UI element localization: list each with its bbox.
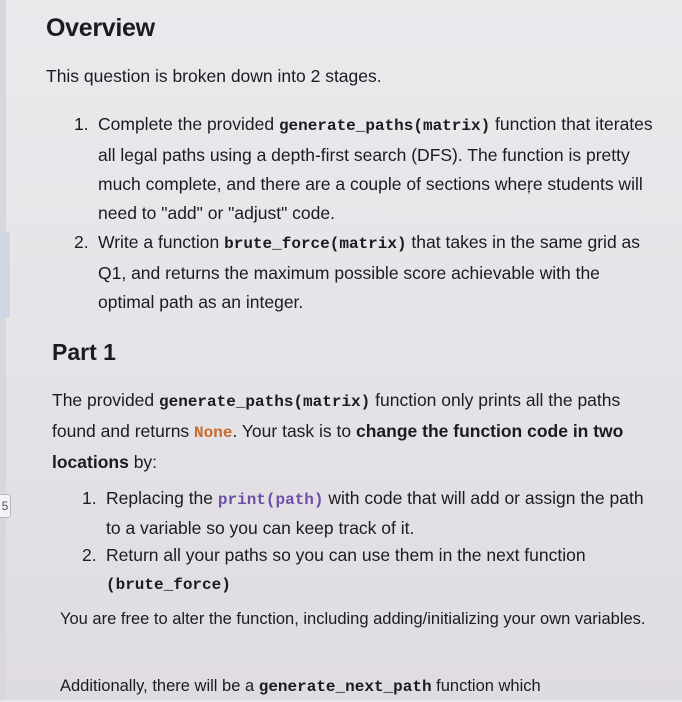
overview-item-2 (74, 228, 658, 317)
text: that takes in the same grid as Q1, and returns the maximum possible score achievable with the optimal path as an integer. (98, 232, 641, 312)
text: Replacing the (106, 488, 218, 508)
text: Additionally, there will be a (60, 677, 259, 695)
text: function which (431, 677, 541, 695)
inline-code: generate_next_path (258, 678, 432, 696)
part1-paragraph-3 (60, 672, 660, 702)
none-keyword: None (194, 424, 233, 442)
list-number: 1. (74, 114, 89, 134)
part1-paragraph (52, 386, 662, 477)
inline-code: brute_force(matrix) (224, 235, 407, 253)
text: Write a function (98, 232, 225, 252)
text: function only prints all the paths found and returns (52, 390, 621, 441)
inline-code: print(path) (217, 491, 324, 509)
inline-code: (brute_force) (106, 576, 231, 594)
part1-paragraph-2: You are free to alter the function, including adding/initializing your own variables. (60, 610, 646, 628)
list-number: 1. (82, 488, 97, 508)
overview-item-1 (74, 110, 668, 228)
text: . Your task is to (232, 421, 356, 441)
list-number: 2. (82, 545, 97, 565)
text: with code that will add or assign the path to a variable so you can keep track of it. (106, 488, 644, 538)
text: by: (128, 452, 158, 472)
list-number: 2. (74, 232, 89, 252)
left-highlight (0, 232, 10, 318)
left-margin (0, 0, 6, 700)
inline-code: generate_paths(matrix) (159, 393, 371, 411)
text: function that iterates all legal paths using a depth-first search (DFS). The function is pretty much complete, and there are a couple of sections wheŗe students will need to "add" or "adjust" code. (98, 114, 653, 223)
text: Complete the provided (98, 114, 279, 134)
part1-heading: Part 1 (52, 339, 116, 365)
inline-code: generate_paths(matrix) (278, 117, 491, 135)
part1-item-1 (82, 484, 662, 542)
part1-item-2 (82, 541, 662, 599)
side-tab[interactable]: 5 (0, 494, 11, 518)
bold-text: change the function code in two locations (52, 421, 624, 472)
text: The provided (52, 390, 160, 410)
overview-intro: This question is broken down into 2 stages. (46, 66, 382, 86)
overview-heading: Overview (46, 14, 155, 42)
text: Return all your paths so you can use them in the next function (106, 545, 586, 565)
